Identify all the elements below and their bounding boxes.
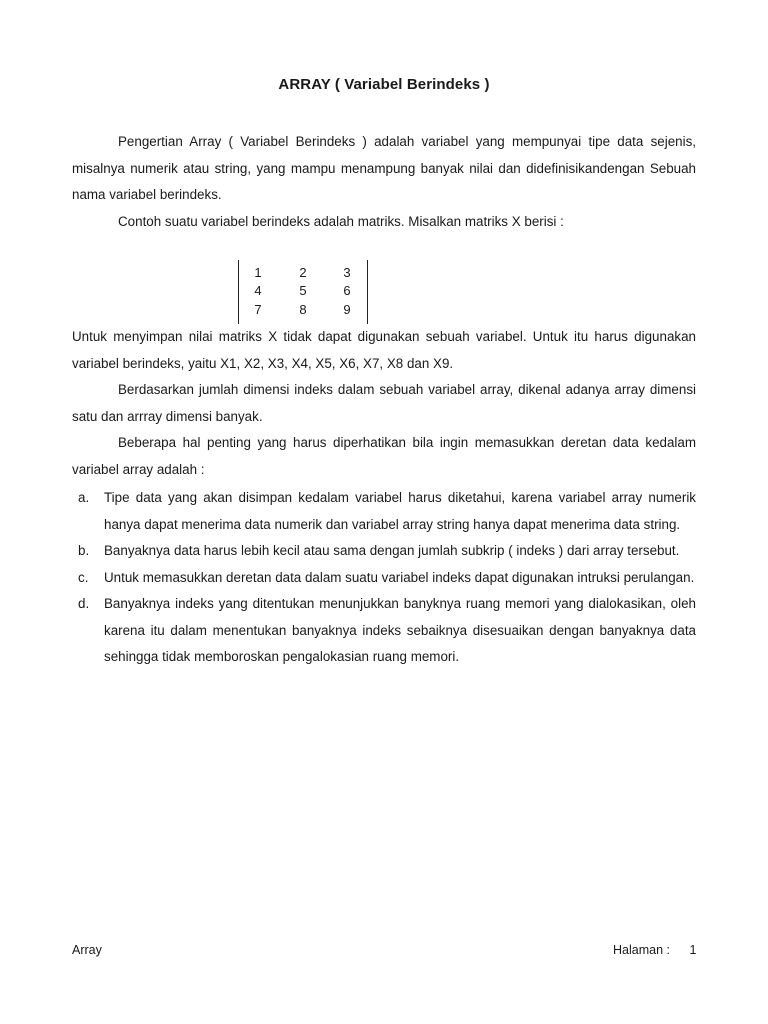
matrix-cell: 1	[254, 265, 262, 280]
matrix-x	[238, 260, 368, 324]
list-item	[72, 565, 696, 592]
list-item-text: Tipe data yang akan disimpan kedalam variabel harus diketahui, karena variabel array numerik hanya dapat menerima data numerik dan variabel array string hanya dapat menerima data string.	[104, 490, 696, 532]
list-item-text: Banyaknya indeks yang ditentukan menunjukkan banyknya ruang memori yang dialokasikan, oleh karena itu dalam menentukan banyaknya indeks sebaiknya disesuaikan dengan banyaknya data sehingga tidak memboroskan pengalokasian ruang memori.	[104, 596, 696, 664]
matrix-row	[239, 283, 367, 301]
paragraph-definition: Pengertian Array ( Variabel Berindeks ) adalah variabel yang mempunyai tipe data sejenis, misalnya numerik atau string, yang mampu menampung banyak nilai dan didefinisikandengan Sebuah nama variabel berindeks.	[72, 134, 696, 202]
footer-page-label: Halaman :	[613, 943, 670, 957]
list-marker: b.	[78, 543, 90, 558]
matrix-cell: 3	[343, 265, 351, 280]
matrix-cell: 5	[299, 283, 307, 298]
intro-paragraphs	[72, 129, 696, 235]
matrix-cell: 7	[254, 302, 262, 317]
matrix-cell: 8	[299, 302, 307, 317]
paragraph-example: Contoh suatu variabel berindeks adalah matriks. Misalkan matriks X berisi :	[118, 213, 564, 229]
matrix-row	[239, 302, 367, 320]
matrix-cell: 4	[254, 283, 262, 298]
list-marker: c.	[78, 569, 89, 585]
page-title: ARRAY ( Variabel Berindeks )	[278, 76, 490, 93]
important-points-list	[72, 485, 696, 671]
page-number: 1	[689, 943, 697, 957]
paragraph-important: Beberapa hal penting yang harus diperhatikan bila ingin memasukkan deretan data kedalam variabel array adalah :	[72, 435, 696, 477]
list-item	[72, 538, 696, 565]
matrix-cell: 6	[343, 283, 351, 298]
list-marker: a.	[78, 490, 90, 505]
matrix-row	[239, 265, 367, 283]
list-item	[72, 591, 696, 671]
list-item-text: Untuk memasukkan deretan data dalam suatu variabel indeks dapat digunakan intruksi perulangan.	[104, 569, 695, 585]
paragraph-dimensions: Berdasarkan jumlah dimensi indeks dalam sebuah variabel array, dikenal adanya array dimensi satu dan arrray dimensi banyak.	[72, 382, 696, 424]
footer-title: Array	[72, 943, 102, 957]
paragraph-storage: Untuk menyimpan nilai matriks X tidak dapat digunakan sebuah variabel. Untuk itu harus digunakan variabel berindeks, yaitu X1, X2, X3, X4, X5, X6, X7, X8 dan X9.	[72, 329, 696, 371]
list-marker: d.	[78, 596, 90, 611]
footer-page-info	[613, 943, 696, 957]
matrix-cell: 2	[299, 265, 307, 280]
matrix-cell: 9	[343, 302, 351, 317]
list-item	[72, 485, 696, 538]
body-paragraphs	[72, 324, 696, 483]
list-item-text: Banyaknya data harus lebih kecil atau sama dengan jumlah subkrip ( indeks ) dari array tersebut.	[104, 543, 680, 558]
